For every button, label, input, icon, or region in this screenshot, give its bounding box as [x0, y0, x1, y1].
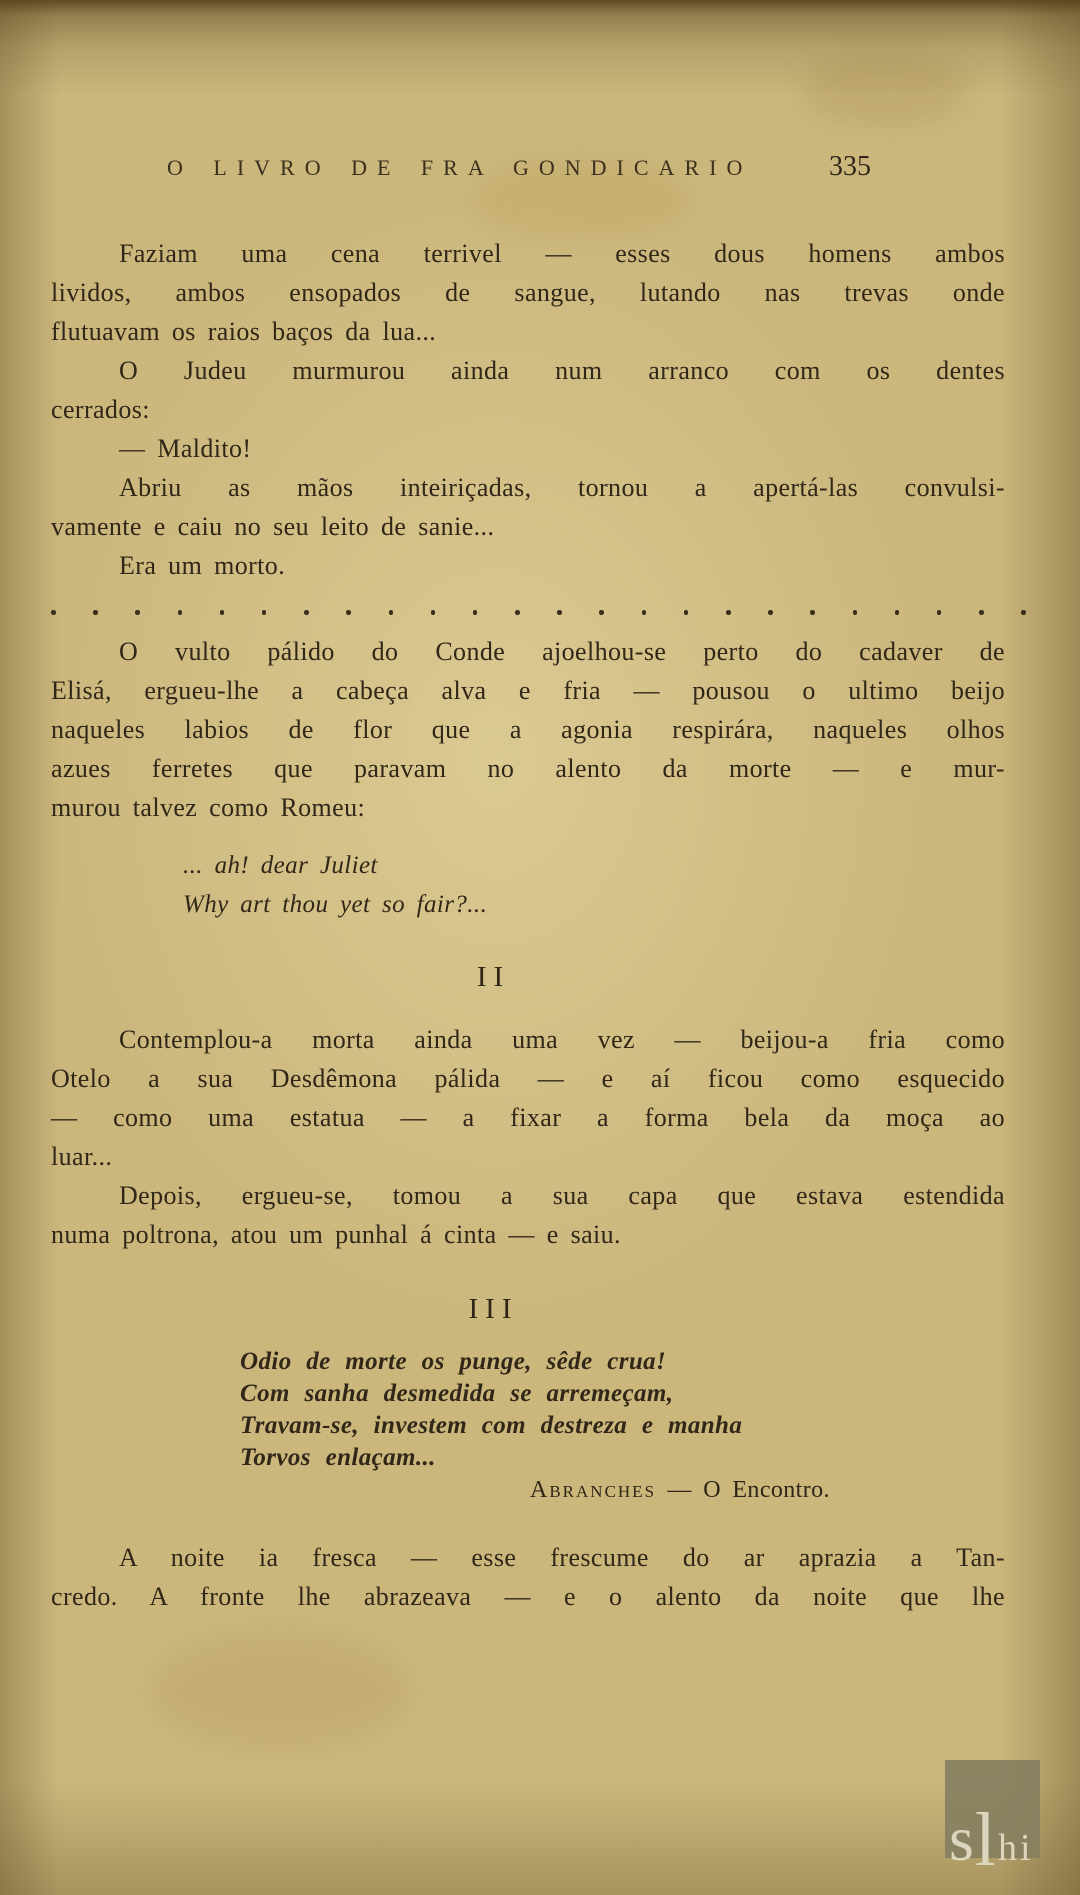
- separator-dot: [599, 610, 604, 615]
- text-line: O vulto pálido do Conde ajoelhou-se perto do cadaver de: [119, 637, 1005, 666]
- separator-dot: [262, 610, 267, 615]
- paragraph: [51, 234, 1005, 351]
- watermark-letters: s l h i: [949, 1798, 1031, 1882]
- separator-dot: [726, 610, 731, 615]
- verse-line: Torvos enlaçam...: [240, 1444, 436, 1471]
- separator-dot: [346, 610, 351, 615]
- page-text-column: [51, 234, 1005, 1616]
- separator-dot: [389, 610, 394, 615]
- text-line: flutuavam os raios baços da lua...: [51, 317, 437, 346]
- paragraph: [51, 351, 1005, 429]
- separator-dot: [304, 610, 309, 615]
- text-line: murou talvez como Romeu:: [51, 793, 366, 822]
- separator-dot: [895, 610, 900, 615]
- separator-dot: [810, 610, 815, 615]
- text-line: Contemplou-a morta ainda uma vez — beijou-a fria como: [119, 1025, 1005, 1054]
- paragraph: [51, 468, 1005, 546]
- separator-dot: [431, 610, 436, 615]
- paragraph: [51, 1538, 1005, 1616]
- text-line: Faziam uma cena terrivel — esses dous homens ambos: [119, 239, 1005, 268]
- text-line: O Judeu murmurou ainda num arranco com os dentes: [119, 356, 1005, 385]
- running-title: O LIVRO DE FRA GONDICARIO: [167, 155, 753, 180]
- section-heading: III: [468, 1293, 519, 1325]
- paragraph: [51, 632, 1005, 827]
- text-line: azues ferretes que paravam no alento da morte — e mur-: [51, 754, 1005, 783]
- verse-line: Travam-se, investem com destreza e manha: [240, 1412, 743, 1439]
- text-line: Era um morto.: [119, 551, 286, 580]
- paper-stain: [800, 55, 970, 125]
- paper-stain: [150, 1630, 410, 1750]
- separator-dot: [51, 610, 56, 615]
- separator-dot: [937, 610, 942, 615]
- attribution-author: Abranches: [530, 1477, 657, 1503]
- separator-dot: [642, 610, 647, 615]
- text-line: numa poltrona, atou um punhal á cinta — e saiu.: [51, 1220, 621, 1249]
- paragraph: [51, 546, 1005, 585]
- separator-dot: [979, 610, 984, 615]
- text-line: cerrados:: [51, 395, 150, 424]
- text-line: A noite ia fresca — esse frescume do ar aprazia a Tan-: [119, 1543, 1005, 1572]
- section-heading: II: [476, 961, 511, 993]
- paragraph: [51, 1176, 1005, 1254]
- text-line: credo. A fronte lhe abrazeava — e o alento da noite que lhe: [51, 1582, 1005, 1611]
- verse-quote: [183, 846, 1005, 924]
- separator-dot: [220, 610, 225, 615]
- attribution-work: — O Encontro.: [656, 1477, 830, 1503]
- text-line: — como uma estatua — a fixar a forma bela da moça ao: [51, 1103, 1005, 1132]
- separator-dot: [178, 610, 183, 615]
- text-line: Otelo a sua Desdêmona pálida — e aí ficou como esquecido: [51, 1064, 1005, 1093]
- verse-line: Com sanha desmedida se arremeçam,: [240, 1380, 674, 1407]
- separator-dot: [473, 610, 478, 615]
- separator-dot: [93, 610, 98, 615]
- separator-dot: [684, 610, 689, 615]
- paragraph: [51, 1020, 1005, 1176]
- verse-line: Why art thou yet so fair?...: [183, 891, 488, 918]
- separator-dot: [557, 610, 562, 615]
- separator-dot: [135, 610, 140, 615]
- separator-dot: [1021, 610, 1026, 615]
- text-line: Depois, ergueu-se, tomou a sua capa que estava estendida: [119, 1181, 1005, 1210]
- text-line: vamente e caiu no seu leito de sanie...: [51, 512, 495, 541]
- text-line: naqueles labios de flor que a agonia respirára, naqueles olhos: [51, 715, 1005, 744]
- separator-dot: [768, 610, 773, 615]
- dotted-separator: [51, 593, 1026, 632]
- text-line: — Maldito!: [119, 434, 252, 463]
- text-line: luar...: [51, 1142, 113, 1171]
- separator-dot: [853, 610, 858, 615]
- separator-dot: [515, 610, 520, 615]
- text-line: lividos, ambos ensopados de sangue, lutando nas trevas onde: [51, 278, 1005, 307]
- paragraph: [51, 429, 1005, 468]
- verse-attribution: [530, 1474, 1005, 1506]
- text-line: Elisá, ergueu-lhe a cabeça alva e fria — pousou o ultimo beijo: [51, 676, 1005, 705]
- page-number: 335: [829, 151, 871, 182]
- library-watermark-badge: [945, 1760, 1040, 1882]
- verse-line: ... ah! dear Juliet: [183, 852, 378, 879]
- verse-quote: [240, 1346, 1005, 1474]
- verse-line: Odio de morte os punge, sêde crua!: [240, 1348, 667, 1375]
- text-line: Abriu as mãos inteiriçadas, tornou a apertá-las convulsi-: [119, 473, 1005, 502]
